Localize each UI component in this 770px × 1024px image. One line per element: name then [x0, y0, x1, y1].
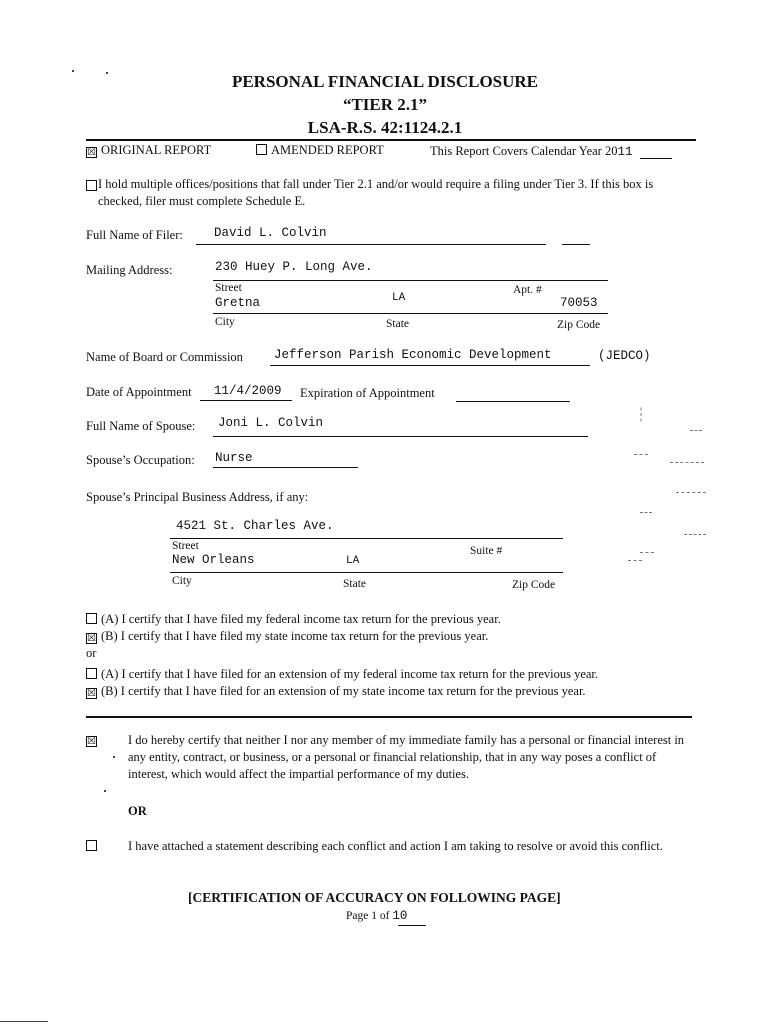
bleed-through-mark — [628, 560, 642, 561]
original-report-checkbox[interactable]: ☒ — [87, 147, 96, 158]
filer-state-label: State — [386, 318, 409, 330]
filer-city-value[interactable]: Gretna — [215, 296, 261, 310]
bleed-through-mark — [684, 534, 706, 535]
spouse-state-label: State — [343, 578, 366, 590]
bleed-through-mark — [641, 408, 642, 422]
form-tier: “TIER 2.1” — [342, 95, 428, 114]
spouse-city-label: City — [172, 575, 192, 587]
tax-state-extension-checkbox[interactable]: ☒ — [87, 688, 96, 699]
mailing-address-label: Mailing Address: — [86, 263, 173, 277]
header-rule — [86, 139, 696, 141]
page-number — [346, 909, 407, 923]
spouse-occupation-value[interactable]: Nurse — [215, 451, 253, 465]
scan-speck — [72, 70, 74, 72]
multiple-offices-checkbox[interactable] — [86, 180, 97, 191]
bleed-through-mark — [670, 462, 704, 463]
filer-zip-label: Zip Code — [557, 319, 601, 331]
expiration-underline[interactable] — [456, 401, 570, 402]
original-report-option[interactable] — [86, 143, 211, 158]
calendar-year-underline — [640, 158, 672, 159]
tax-federal-filed-text: (A) I certify that I have filed my federal income tax return for the previous year. — [101, 612, 501, 626]
appointment-date-label: Date of Appointment — [86, 385, 192, 399]
filer-street-label: Street — [215, 282, 242, 294]
spouse-occupation-underline — [213, 467, 358, 468]
tax-state-filed[interactable] — [86, 629, 488, 644]
tax-state-filed-checkbox[interactable]: ☒ — [87, 633, 96, 644]
scan-speck — [113, 756, 115, 758]
conflict-or-label: OR — [128, 804, 147, 818]
bleed-through-mark — [634, 454, 648, 455]
board-suffix: (JEDCO) — [598, 349, 651, 363]
spouse-name-underline — [213, 436, 588, 437]
total-pages-underline — [398, 925, 426, 926]
tax-state-extension-text: (B) I certify that I have filed for an extension of my state income tax return for the previous year. — [101, 684, 586, 698]
spouse-name-value[interactable]: Joni L. Colvin — [218, 416, 324, 430]
tax-federal-extension[interactable] — [86, 667, 598, 682]
calendar-year-value[interactable]: 11 — [617, 145, 633, 159]
filer-city-underline — [213, 313, 608, 314]
conflict-statement-checkbox[interactable] — [86, 840, 97, 851]
appointment-date-underline — [200, 400, 292, 401]
tax-federal-filed-checkbox[interactable] — [86, 613, 97, 624]
form-title: PERSONAL FINANCIAL DISCLOSURE — [231, 72, 539, 91]
spouse-city-value[interactable]: New Orleans — [172, 553, 255, 567]
amended-report-checkbox[interactable] — [256, 144, 267, 155]
bleed-through-mark — [676, 492, 706, 493]
spouse-business-label: Spouse’s Principal Business Address, if any: — [86, 490, 309, 504]
scan-edge — [0, 1021, 48, 1022]
bleed-through-mark — [640, 512, 652, 513]
spouse-name-label: Full Name of Spouse: — [86, 419, 196, 433]
no-conflict-checkbox[interactable]: ☒ — [87, 736, 96, 747]
conflict-statement-text: I have attached a statement describing each conflict and action I am taking to resolve or avoid this conflict. — [128, 839, 663, 853]
board-label: Name of Board or Commission — [86, 350, 243, 364]
form-statute: LSA-R.S. 42:1124.2.1 — [307, 118, 463, 137]
bleed-through-mark — [640, 552, 654, 553]
tax-federal-extension-text: (A) I certify that I have filed for an extension of my federal income tax return for the previous year. — [101, 667, 599, 681]
board-value[interactable]: Jefferson Parish Economic Development — [274, 348, 552, 362]
filer-apt-label: Apt. # — [513, 284, 542, 296]
tax-state-extension[interactable] — [86, 684, 586, 699]
spouse-suite-label: Suite # — [470, 545, 503, 557]
tax-federal-extension-checkbox[interactable] — [86, 668, 97, 679]
filer-name-value[interactable]: David L. Colvin — [214, 226, 327, 240]
expiration-label: Expiration of Appointment — [300, 386, 435, 400]
calendar-year-label: This Report Covers Calendar Year 20 — [430, 144, 618, 158]
amended-report-option[interactable] — [256, 143, 384, 158]
original-report-label: ORIGINAL REPORT — [101, 143, 212, 157]
calendar-year — [430, 144, 633, 159]
filer-street-value[interactable]: 230 Huey P. Long Ave. — [215, 260, 373, 274]
page-label: Page 1 of — [346, 910, 390, 922]
filer-name-underline — [196, 244, 546, 245]
spouse-zip-label: Zip Code — [512, 579, 556, 591]
filer-zip-value[interactable]: 70053 — [560, 296, 598, 310]
spouse-street-underline — [170, 538, 563, 539]
board-underline — [270, 365, 590, 366]
no-conflict-text: I do hereby certify that neither I nor any member of my immediate family has a personal or financial interest in any entity, contract, or business, or a personal or financial relationship, that in any way poses a conflict of interest, which would affect the impartial performance of my duties. — [128, 733, 685, 781]
spouse-occupation-label: Spouse’s Occupation: — [86, 453, 195, 467]
spouse-state-value[interactable]: LA — [346, 555, 360, 567]
appointment-date-value[interactable]: 11/4/2009 — [214, 384, 282, 398]
spouse-street-value[interactable]: 4521 St. Charles Ave. — [176, 519, 334, 533]
bleed-through-mark — [690, 430, 702, 431]
continuation-note: [CERTIFICATION OF ACCURACY ON FOLLOWING PAGE] — [188, 890, 561, 905]
scan-speck — [104, 790, 106, 792]
tax-or-label: or — [86, 646, 97, 660]
filer-city-label: City — [215, 316, 235, 328]
tax-federal-filed[interactable] — [86, 612, 501, 627]
filer-name-label: Full Name of Filer: — [86, 228, 183, 242]
spouse-city-underline — [170, 572, 563, 573]
filer-street-underline — [213, 280, 608, 281]
total-pages: 10 — [392, 909, 408, 923]
amended-report-label: AMENDED REPORT — [271, 143, 384, 157]
tax-state-filed-text: (B) I certify that I have filed my state income tax return for the previous year. — [101, 629, 489, 643]
spouse-street-label: Street — [172, 540, 199, 552]
section-rule — [86, 716, 692, 718]
multiple-offices-text: I hold multiple offices/positions that fall under Tier 2.1 and/or would require a filing under Tier 3. If this box is checked, filer must complete Schedule E. — [98, 177, 654, 208]
filer-name-underline-tail — [562, 244, 590, 245]
scan-speck — [106, 72, 108, 74]
filer-state-value[interactable]: LA — [392, 292, 406, 304]
